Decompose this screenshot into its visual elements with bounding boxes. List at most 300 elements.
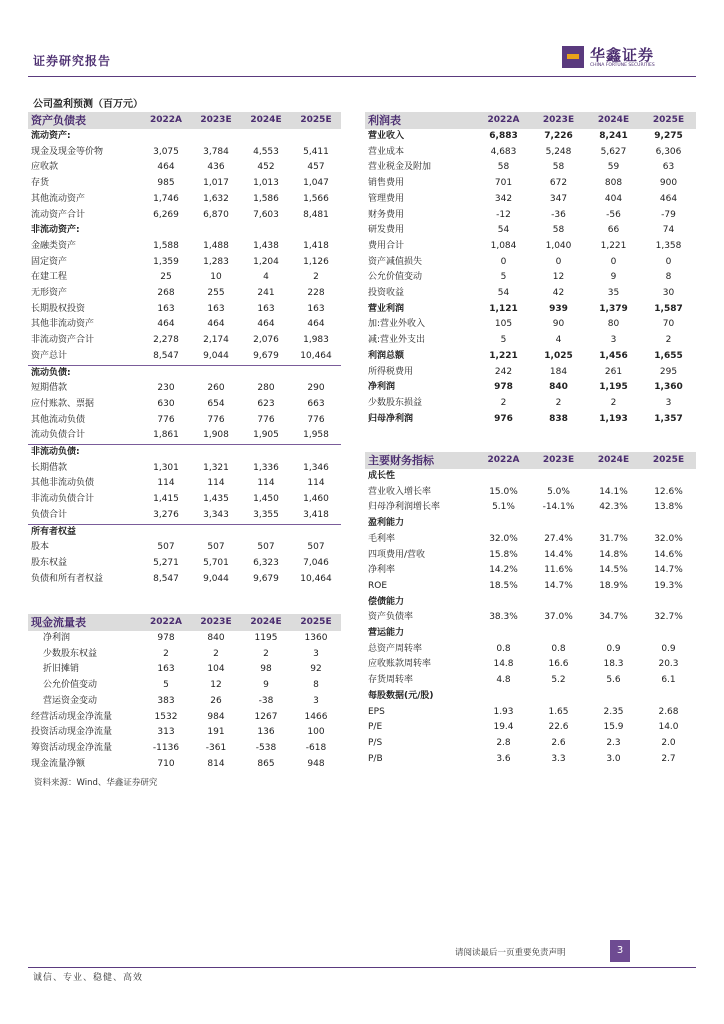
row-value: 0.8	[496, 643, 511, 654]
row-value: 464	[257, 319, 275, 330]
row-value: 5	[163, 680, 169, 691]
row-value	[141, 445, 191, 461]
row-value: 20.3	[658, 659, 679, 670]
row-label: 四项费用/营收	[368, 549, 426, 560]
row-value: 776	[257, 414, 275, 425]
row-value: 1,359	[153, 256, 179, 267]
row-label: 研发费用	[368, 225, 405, 236]
row-value: 242	[494, 366, 513, 377]
row-label: 净利润	[43, 633, 71, 643]
table-row	[365, 532, 696, 548]
row-value: 18.9%	[599, 580, 628, 591]
table-row	[28, 365, 341, 381]
row-value: 457	[307, 162, 325, 173]
row-value: 1,450	[253, 494, 279, 505]
table-row	[365, 548, 696, 564]
table-row	[365, 208, 696, 224]
row-label: 短期借款	[31, 383, 68, 394]
row-value: 7,226	[544, 131, 573, 141]
row-value: 1267	[254, 711, 278, 722]
row-value: 1466	[304, 711, 328, 722]
row-label: 其他流动资产	[31, 193, 86, 204]
table-row	[365, 610, 696, 626]
table-row	[28, 223, 341, 239]
row-value: 70	[662, 319, 675, 330]
year-header: 2023E	[531, 452, 586, 469]
row-value	[241, 129, 291, 145]
row-value: 14.0	[658, 722, 679, 733]
row-value: 984	[207, 711, 225, 722]
row-value: 1,358	[655, 240, 682, 251]
row-value: 2.0	[661, 737, 676, 748]
table-row	[365, 333, 696, 349]
row-value: 2.35	[603, 706, 624, 717]
year-header: 2022A	[476, 452, 531, 469]
table-row	[28, 381, 341, 397]
table-row	[365, 469, 696, 485]
row-value: 191	[207, 727, 225, 738]
row-value: 14.1%	[599, 486, 628, 497]
row-value: 14.7%	[654, 565, 683, 576]
table-row	[28, 286, 341, 302]
row-value: 1,588	[153, 240, 179, 251]
row-value: 464	[659, 193, 678, 204]
row-value	[241, 524, 291, 540]
row-value: 5,701	[203, 557, 229, 568]
table-row	[28, 508, 341, 524]
table-title: 利润表	[365, 112, 476, 129]
row-value: 1,905	[241, 428, 291, 444]
row-value: 1,415	[153, 494, 179, 505]
row-value: 74	[662, 225, 675, 236]
row-value: 163	[207, 303, 225, 314]
row-value	[291, 445, 341, 461]
row-value: 58	[552, 225, 565, 236]
row-label: P/E	[368, 722, 383, 733]
header-divider	[28, 76, 696, 77]
table-row	[28, 208, 341, 224]
row-value: 9	[610, 272, 617, 283]
row-label: 筹资活动现金净流量	[31, 742, 113, 753]
year-header: 2022A	[141, 112, 191, 129]
row-value: 1,221	[489, 350, 518, 361]
row-value: 1,360	[654, 382, 683, 393]
row-value: 776	[157, 414, 175, 425]
row-value: 3,343	[191, 508, 241, 524]
row-value: 114	[157, 478, 175, 489]
row-value: -618	[305, 742, 327, 753]
row-value: 985	[157, 178, 175, 189]
row-value	[191, 223, 241, 239]
table-row	[365, 380, 696, 396]
row-value: 104	[207, 664, 225, 675]
row-value	[531, 516, 586, 532]
row-value: 58	[497, 162, 510, 173]
row-label: 公允价值变动	[43, 680, 98, 691]
row-label: 营业成本	[368, 146, 405, 157]
row-label: 每股数据(元/股)	[368, 690, 434, 701]
row-label: 营业收入	[368, 131, 405, 141]
row-label: 其他非流动资产	[31, 319, 95, 330]
row-value: 255	[207, 288, 225, 299]
row-value: 0	[555, 256, 562, 267]
row-value	[291, 365, 341, 381]
row-value: 1,025	[544, 350, 573, 361]
row-value: 9,044	[191, 349, 241, 365]
row-value: 13.8%	[654, 502, 683, 513]
row-value: 114	[207, 478, 225, 489]
row-value: 1,346	[303, 462, 329, 473]
year-header: 2023E	[531, 112, 586, 129]
table-row	[365, 563, 696, 579]
table-row	[28, 192, 341, 208]
row-value: 10,464	[291, 349, 341, 365]
row-value	[476, 626, 531, 642]
table-row	[365, 500, 696, 516]
table-title: 资产负债表	[28, 112, 141, 129]
row-value: 8,547	[141, 349, 191, 365]
row-value: 1,336	[253, 462, 279, 473]
row-label: 归母净利润	[368, 413, 414, 424]
row-value	[191, 365, 241, 381]
row-value: 2.8	[496, 737, 511, 748]
row-value: 1360	[304, 633, 328, 643]
row-label: 毛利率	[368, 533, 396, 544]
row-value: 464	[207, 319, 225, 330]
row-value: 1,193	[599, 413, 628, 424]
row-value: 1,418	[303, 240, 329, 251]
row-value: 163	[307, 303, 325, 314]
row-value: 3,784	[203, 146, 229, 157]
row-value: 1,632	[203, 193, 229, 204]
row-value: 2	[163, 648, 169, 659]
year-header: 2023E	[191, 112, 241, 129]
row-value: 1,321	[203, 462, 229, 473]
table-row	[365, 223, 696, 239]
row-value	[241, 365, 291, 381]
table-row	[365, 270, 696, 286]
row-value	[191, 524, 241, 540]
row-value: 66	[607, 225, 620, 236]
table-header-row	[28, 112, 341, 129]
row-value	[291, 524, 341, 540]
row-value: 3.0	[606, 753, 621, 764]
row-value: 1,435	[203, 494, 229, 505]
row-value: 100	[307, 727, 325, 738]
row-value: 5.1%	[492, 502, 515, 513]
row-value: 6.1	[661, 675, 676, 686]
row-value	[476, 595, 531, 611]
row-value: 1,121	[489, 303, 518, 314]
row-value: 383	[157, 695, 175, 706]
row-label: 折旧摊销	[43, 664, 80, 675]
row-label: 流动资产合计	[31, 209, 86, 220]
table-row	[365, 239, 696, 255]
row-value: 63	[662, 162, 675, 173]
row-value: 1,586	[253, 193, 279, 204]
table-row	[365, 736, 696, 752]
row-value: 4,553	[253, 146, 279, 157]
row-value: 2	[263, 648, 269, 659]
row-value: 1,587	[654, 303, 683, 314]
row-label: 偿债能力	[368, 596, 405, 607]
table-row	[28, 129, 341, 145]
table-row	[365, 485, 696, 501]
row-label: P/B	[368, 753, 383, 764]
row-value: 701	[494, 178, 513, 189]
row-value: 2	[665, 335, 672, 346]
row-value	[641, 516, 696, 532]
table-row	[28, 302, 341, 318]
row-label: 管理费用	[368, 193, 405, 204]
row-value	[476, 516, 531, 532]
footer-motto: 诚信、专业、稳健、高效	[33, 973, 144, 983]
row-label: 负债合计	[28, 508, 141, 524]
row-value: 15.0%	[489, 486, 518, 497]
row-value: 507	[207, 542, 225, 553]
row-value: -38	[258, 695, 274, 706]
balance-sheet-table	[28, 112, 341, 587]
row-value: 9	[263, 680, 269, 691]
table-title: 现金流量表	[28, 614, 141, 631]
row-value: 0.9	[606, 643, 621, 654]
row-value	[641, 595, 696, 611]
logo-name-en: CHINA FORTUNE SECURITIES	[590, 63, 655, 68]
table-row	[365, 349, 696, 365]
row-label: 流动负债合计	[28, 428, 141, 444]
year-header: 2024E	[586, 452, 641, 469]
year-header: 2022A	[141, 614, 191, 631]
table-row	[28, 397, 341, 413]
row-value: 8,481	[303, 209, 329, 220]
row-value: 16.6	[548, 659, 569, 670]
row-label: 营运能力	[368, 628, 405, 639]
row-value: 978	[157, 633, 175, 643]
row-value	[586, 626, 641, 642]
row-label: 应付账款、票据	[31, 398, 95, 409]
row-value: 776	[307, 414, 325, 425]
row-value: 105	[494, 319, 513, 330]
row-value: 0.8	[551, 643, 566, 654]
row-value: 18.3	[603, 659, 624, 670]
row-value: 9,275	[654, 131, 683, 141]
row-value: 31.7%	[599, 533, 628, 544]
footer-divider	[28, 967, 696, 968]
row-value: 1,126	[303, 256, 329, 267]
row-value: 19.3%	[654, 580, 683, 591]
row-value: 9,679	[241, 349, 291, 365]
row-value: 347	[549, 193, 568, 204]
row-value: 3.6	[496, 753, 511, 764]
row-value: 14.6%	[654, 549, 683, 560]
row-value: 1,438	[253, 240, 279, 251]
row-label: 非流动负债:	[31, 447, 80, 458]
row-label: 费用合计	[368, 240, 405, 251]
row-value	[531, 595, 586, 611]
row-value: 268	[157, 288, 175, 299]
row-value: 1,460	[303, 494, 329, 505]
row-value: 230	[157, 383, 175, 394]
table-header-row	[365, 112, 696, 129]
row-value: 9,044	[203, 573, 229, 584]
row-value: 5	[500, 335, 507, 346]
row-value: 710	[157, 758, 175, 769]
row-value: 3	[313, 695, 319, 706]
row-label: 长期借款	[31, 462, 68, 473]
row-value	[531, 689, 586, 705]
row-label: ROE	[368, 580, 388, 591]
row-value: 2.3	[606, 737, 621, 748]
table-row	[365, 673, 696, 689]
row-value	[291, 129, 341, 145]
row-value: 58	[552, 162, 565, 173]
row-value: 15.9	[603, 722, 624, 733]
row-value: 2,174	[203, 335, 229, 346]
row-value: 939	[549, 303, 568, 314]
row-value: 507	[257, 542, 275, 553]
table-row	[365, 145, 696, 161]
row-value: 3,355	[241, 508, 291, 524]
row-value: 54	[497, 225, 510, 236]
row-value: 12	[210, 680, 222, 691]
row-value: 978	[494, 382, 513, 393]
table-row	[28, 445, 341, 461]
row-value: 948	[307, 758, 325, 769]
table-header-row	[365, 452, 696, 469]
table-row	[28, 239, 341, 255]
row-value: 228	[307, 288, 325, 299]
row-value: 1,746	[153, 193, 179, 204]
table-row	[365, 365, 696, 381]
row-value: 5,248	[545, 146, 572, 157]
row-value: 3,418	[291, 508, 341, 524]
year-header: 2023E	[191, 614, 241, 631]
table-row	[365, 412, 696, 428]
table-row	[28, 160, 341, 176]
table-row	[28, 317, 341, 333]
row-label: 股本	[31, 542, 50, 553]
row-value: 4,683	[490, 146, 517, 157]
row-value: 15.8%	[489, 549, 518, 560]
row-value: 10	[210, 272, 222, 283]
row-value: 12	[552, 272, 565, 283]
table-row	[28, 631, 341, 647]
row-label: 总资产周转率	[368, 643, 423, 654]
row-value: 1,013	[253, 178, 279, 189]
row-value: 14.8%	[599, 549, 628, 560]
row-value	[641, 469, 696, 485]
row-value: 1.93	[493, 706, 514, 717]
row-value: 5.6	[606, 675, 621, 686]
row-value: 1532	[154, 711, 178, 722]
row-value: 436	[207, 162, 225, 173]
row-value: 1,379	[599, 303, 628, 314]
row-label: 经营活动现金净流量	[31, 711, 113, 722]
row-value: -1136	[152, 742, 180, 753]
row-value: 42	[552, 288, 565, 299]
row-value: 1,655	[654, 350, 683, 361]
row-value	[641, 626, 696, 642]
row-value: 6,269	[153, 209, 179, 220]
row-label: 存货周转率	[368, 675, 414, 686]
row-value: 1,017	[203, 178, 229, 189]
row-label: 非流动资产:	[31, 225, 80, 236]
row-value: 1,983	[303, 335, 329, 346]
table-row	[28, 461, 341, 477]
row-value: 630	[157, 398, 175, 409]
row-label: 资产总计	[28, 349, 141, 365]
row-value: 34.7%	[599, 612, 628, 623]
logo-mark-icon	[562, 46, 584, 68]
row-value: 464	[307, 319, 325, 330]
row-value	[641, 689, 696, 705]
table-row	[365, 176, 696, 192]
row-label: 营业税金及附加	[368, 162, 432, 173]
year-header: 2024E	[586, 112, 641, 129]
row-label: 所得税费用	[368, 366, 414, 377]
table-row	[28, 333, 341, 349]
row-value: -36	[551, 209, 566, 220]
table-row	[365, 705, 696, 721]
row-value: 80	[607, 319, 620, 330]
table-row	[28, 647, 341, 663]
row-value: 840	[549, 382, 568, 393]
row-value: 0	[610, 256, 617, 267]
row-value: 1,040	[545, 240, 572, 251]
table-row	[28, 572, 341, 588]
table-row	[365, 516, 696, 532]
row-label: 流动负债:	[31, 367, 71, 378]
row-label: 所有者权益	[31, 526, 77, 537]
row-value: 12.6%	[654, 486, 683, 497]
table-row	[28, 662, 341, 678]
row-value: 10,464	[300, 573, 332, 584]
row-value: 3	[313, 648, 319, 659]
row-label: 财务费用	[368, 209, 405, 220]
row-value: 25	[160, 272, 172, 283]
row-label: 加:营业外收入	[368, 319, 426, 330]
row-value: 1,301	[153, 462, 179, 473]
row-label: 现金及现金等价物	[31, 146, 104, 157]
row-value: 59	[607, 162, 620, 173]
table-row	[28, 145, 341, 161]
row-value: 8	[313, 680, 319, 691]
row-label: 无形资产	[31, 288, 68, 299]
row-label: 应收款	[31, 162, 59, 173]
row-value: 7,603	[253, 209, 279, 220]
row-value	[141, 223, 191, 239]
table-row	[365, 160, 696, 176]
row-label: 少数股东损益	[368, 397, 423, 408]
row-value: 865	[257, 758, 275, 769]
row-value: 1,566	[303, 193, 329, 204]
table-row	[28, 678, 341, 694]
company-logo	[562, 44, 692, 74]
row-value: 22.6	[548, 722, 569, 733]
row-label: 其他流动负债	[31, 414, 86, 425]
row-value: 2	[313, 272, 319, 283]
row-value	[241, 223, 291, 239]
row-value	[141, 129, 191, 145]
table-row	[365, 642, 696, 658]
row-value: 0	[500, 256, 507, 267]
row-value: 280	[257, 383, 275, 394]
row-value: 2	[213, 648, 219, 659]
row-label: EPS	[368, 706, 385, 717]
report-type-label: 证券研究报告	[33, 54, 112, 68]
row-value: 19.4	[493, 722, 514, 733]
row-value: 5.0%	[547, 486, 570, 497]
